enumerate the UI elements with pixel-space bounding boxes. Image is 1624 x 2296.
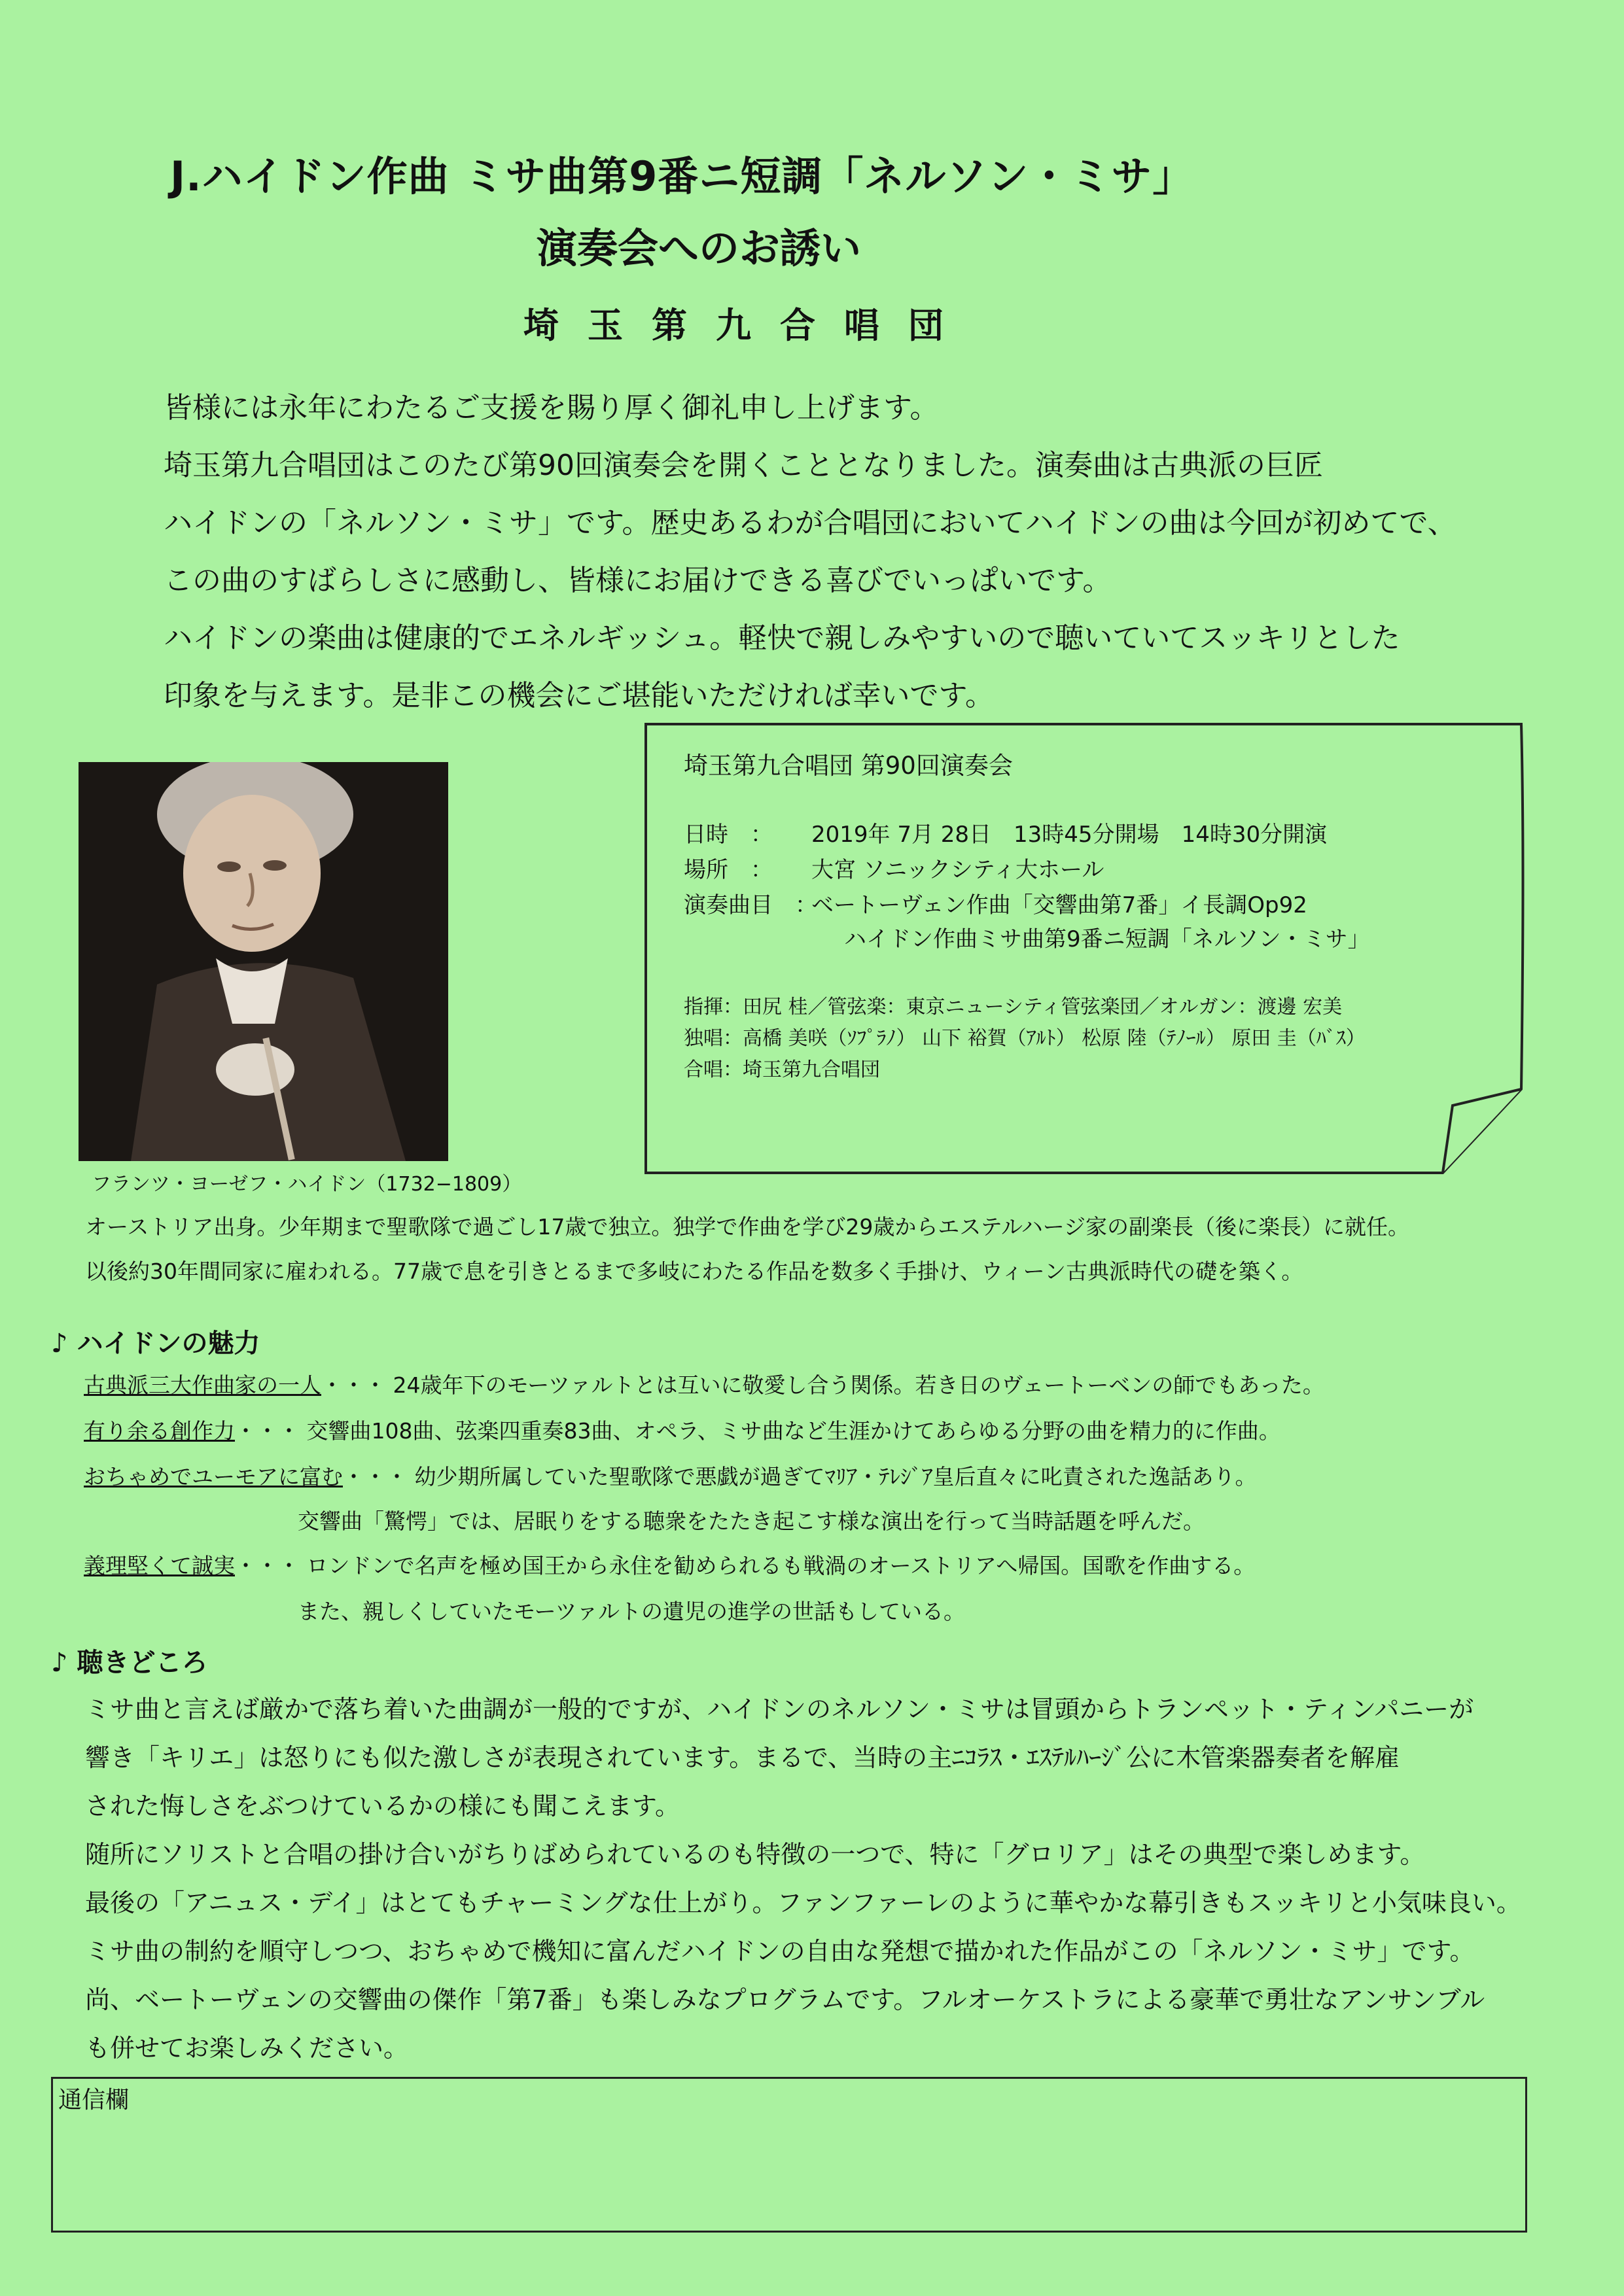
title-line-2: 演奏会へのお誘い — [537, 224, 862, 272]
charm-item-sep: ・・・ — [343, 1464, 408, 1489]
charm-item-label: 有り余る創作力 — [84, 1418, 235, 1444]
date-value: 2019年 7月 28日 13時45分開場 14時30分開演 — [811, 822, 1328, 848]
charm-item — [84, 1460, 1257, 1491]
charm-item-label: 義理堅くて誠実 — [84, 1553, 235, 1578]
intro-line: 皆様には永年にわたるご支援を賜り厚く御礼申し上げます。 — [164, 391, 939, 425]
program-label: 演奏曲目 ： — [684, 892, 817, 918]
charm-item-text: ロンドンで名声を極め国王から永住を勧められるも戦渦のオーストリアへ帰国。国歌を作曲する。 — [306, 1553, 1256, 1578]
charm-item-sep: ・・・ — [235, 1553, 300, 1578]
highlights-line: 随所にソリストと合唱の掛け合いがちりばめられているのも特徴の一つで、特に「グロリア」はその典型で楽しめます。 — [85, 1840, 1425, 1869]
charm-item-text: 交響曲108曲、弦楽四重奏83曲、オペラ、ミサ曲など生涯かけてあらゆる分野の曲を精力的に作曲。 — [306, 1418, 1280, 1444]
date-label: 日時 ： — [684, 822, 773, 848]
concert-program-row — [684, 887, 1307, 919]
memo-label: 通信欄 — [58, 2087, 130, 2113]
charm-item-label: おちゃめでユーモアに富む — [84, 1464, 343, 1489]
bio-line: オーストリア出身。少年期まで聖歌隊で過ごし17歳で独立。独学で作曲を学び29歳からエステルハージ家の副楽長（後に楽長）に就任。 — [85, 1214, 1410, 1240]
intro-line: 印象を与えます。是非この機会にご堪能いただければ幸いです。 — [164, 679, 994, 712]
charm-item-text: 24歳年下のモーツァルトとは互いに敬愛し合う関係。若き日のヴェートーベンの師でもあった。 — [393, 1372, 1324, 1398]
charm-item — [84, 1414, 1280, 1445]
title-line-1: J.ハイドン作曲 ミサ曲第9番ニ短調「ネルソン・ミサ」 — [170, 152, 1194, 200]
charm-item — [84, 1368, 1324, 1399]
highlights-line: も併せてお楽しみください。 — [85, 2034, 409, 2062]
soloists-line: 独唱：高橋 美咲（ｿﾌﾟﾗﾉ） 山下 裕賀（ｱﾙﾄ） 松原 陸（ﾃﾉｰﾙ） 原田 圭（ﾊﾞｽ） — [684, 1027, 1366, 1050]
conductor-line: 指揮：田尻 桂／管弦楽：東京ニューシティ管弦楽団／オルガン：渡邊 宏美 — [684, 996, 1343, 1018]
bio-line: 以後約30年間同家に雇われる。77歳で息を引きとるまで多岐にわたる作品を数多く手掛け、ウィーン古典派時代の礎を築く。 — [85, 1259, 1303, 1284]
venue-label: 場所 ： — [684, 857, 773, 883]
charm-item-sep: ・・・ — [321, 1372, 386, 1398]
intro-line: ハイドンの「ネルソン・ミサ」です。歴史あるわが合唱団においてハイドンの曲は今回が初めてで、 — [164, 506, 1456, 540]
choir-name: 埼玉第九合唱団 — [523, 305, 972, 346]
chorus-line: 合唱：埼玉第九合唱団 — [684, 1058, 880, 1081]
highlights-heading: ♪ 聴きどころ — [51, 1648, 208, 1678]
charm-item-text: 幼少期所属していた聖歌隊で悪戯が過ぎてﾏﾘｱ・ﾃﾚｼﾞｱ皇后直々に叱責された逸話あり。 — [414, 1464, 1257, 1489]
portrait-illustration — [79, 762, 448, 1161]
concert-venue-row — [684, 852, 1104, 884]
intro-line: 埼玉第九合唱団はこのたび第90回演奏会を開くこととなりました。演奏曲は古典派の巨匠 — [164, 449, 1323, 482]
highlights-line: ミサ曲と言えば厳かで落ち着いた曲調が一般的ですが、ハイドンのネルソン・ミサは冒頭からトランペット・ティンパニーが — [85, 1695, 1474, 1724]
haydn-portrait — [79, 762, 448, 1161]
venue-value: 大宮 ソニックシティ大ホール — [811, 857, 1104, 883]
memo-field[interactable] — [51, 2077, 1527, 2233]
concert-date-row — [684, 816, 1327, 848]
charm-item-label: 古典派三大作曲家の一人 — [84, 1372, 321, 1398]
intro-paragraph — [164, 379, 1505, 725]
highlights-line: ミサ曲の制約を順守しつつ、おちゃめで機知に富んだハイドンの自由な発想で描かれた作品がこの「ネルソン・ミサ」です。 — [85, 1937, 1475, 1966]
charm-item-sub: また、親しくしていたモーツァルトの遺児の進学の世話もしている。 — [298, 1599, 966, 1624]
program-2: ハイドン作曲ミサ曲第9番ニ短調「ネルソン・ミサ」 — [844, 926, 1370, 952]
highlights-line: 響き「キリエ」は怒りにも似た激しさが表現されています。まるで、当時の主ﾆｺﾗｽ・ｴｽﾃﾙﾊｰｼﾞ公に木管楽器奏者を解雇 — [85, 1743, 1400, 1772]
highlights-line: 最後の「アニュス・デイ」はとてもチャーミングな仕上がり。ファンファーレのように華やかな幕引きもスッキリと小気味良い。 — [85, 1888, 1521, 1917]
portrait-caption: フランツ・ヨーゼフ・ハイドン（1732−1809） — [92, 1173, 522, 1196]
highlights-line: された悔しさをぶつけているかの様にも聞こえます。 — [85, 1792, 680, 1820]
concert-title: 埼玉第九合唱団 第90回演奏会 — [684, 752, 1013, 780]
charm-item-sub: 交響曲「驚愕」では、居眠りをする聴衆をたたき起こす様な演出を行って当時話題を呼んだ。 — [298, 1508, 1205, 1534]
intro-line: ハイドンの楽曲は健康的でエネルギッシュ。軽快で親しみやすいので聴いていてスッキリとした — [164, 621, 1400, 655]
charm-heading: ♪ ハイドンの魅力 — [51, 1329, 260, 1359]
program-1: ベートーヴェン作曲「交響曲第7番」イ長調Op92 — [811, 892, 1307, 918]
intro-line: この曲のすばらしさに感動し、皆様にお届けできる喜びでいっぱいです。 — [164, 564, 1112, 597]
charm-item — [84, 1549, 1255, 1580]
highlights-line: 尚、ベートーヴェンの交響曲の傑作「第7番」も楽しみなプログラムです。フルオーケストラによる豪華で勇壮なアンサンブル — [85, 1985, 1485, 2014]
charm-item-sep: ・・・ — [235, 1418, 300, 1444]
